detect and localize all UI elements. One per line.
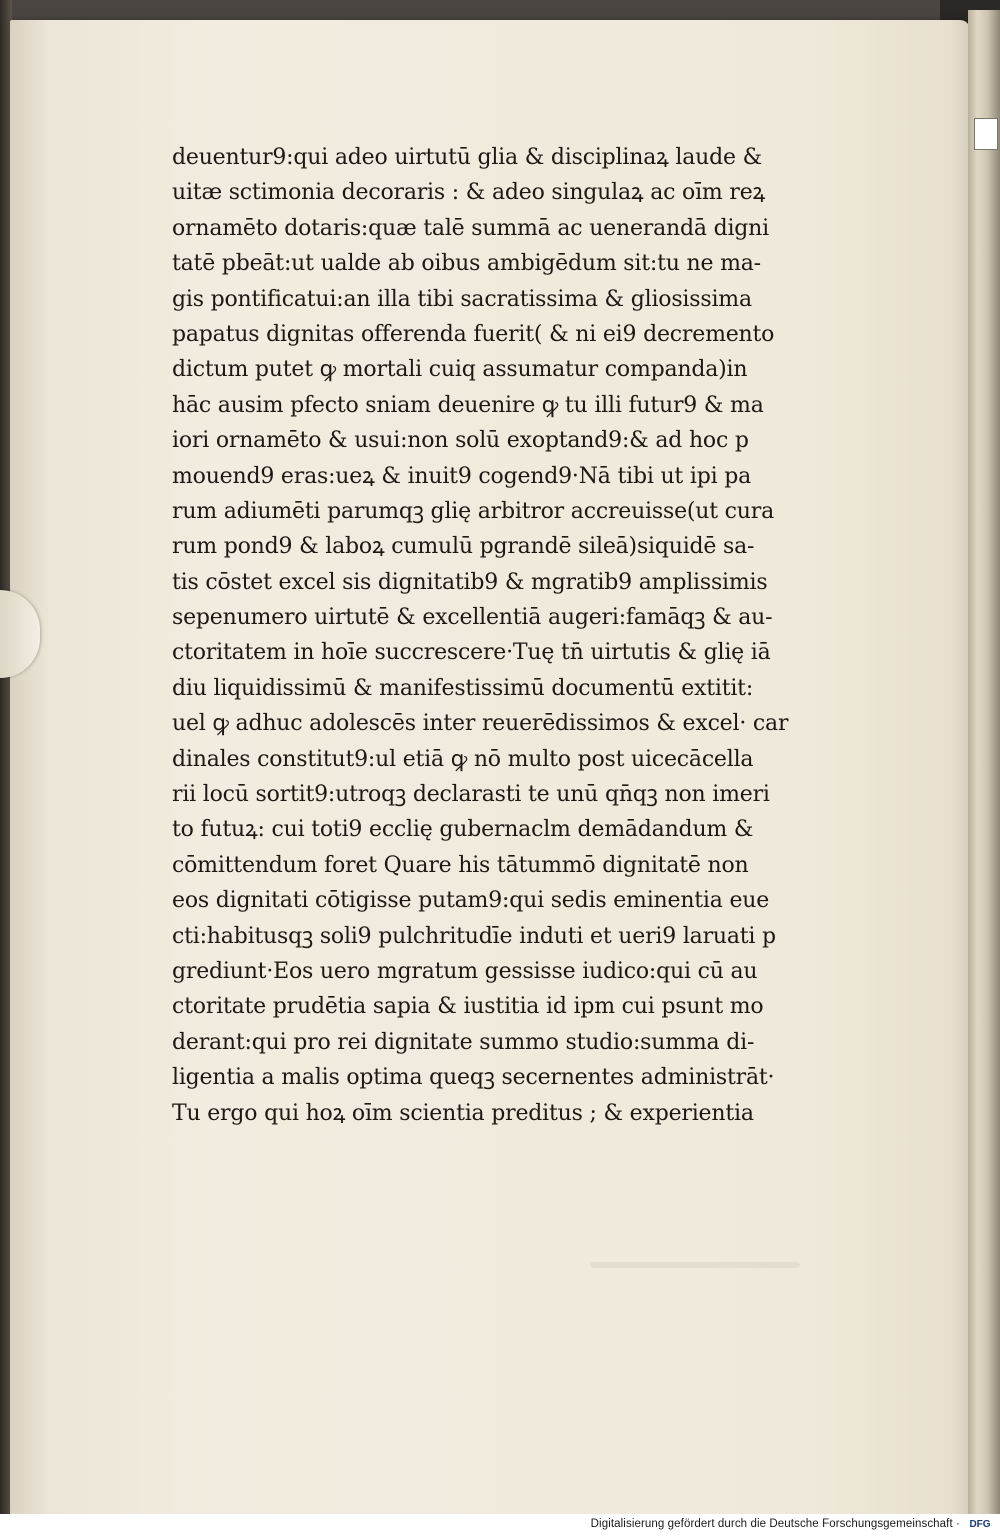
page-clip [974, 118, 998, 150]
text-line: dictum putet ꝙ mortali cuiq assumatur companda)in [172, 357, 748, 383]
text-line: rum adiumēti parumqꝫ glię arbitror accreuisse(ut cura [172, 498, 775, 524]
text-line: cti:habitusqꝫ soli9 pulchritudīe induti et ueri9 laruati p [172, 923, 776, 949]
text-line: derant:qui pro rei dignitate summo studio:summa di- [172, 1029, 755, 1055]
text-line: Tu ergo qui hoꝝ oīm scientia preditus ; & experientia [172, 1100, 754, 1126]
text-line: tatē pbeāt:ut ualde ab oibus ambigēdum sit:tu ne ma- [172, 251, 761, 277]
text-line: ctoritatem in hoīe succrescere·Tuę tn̄ uirtutis & glię iā [172, 640, 771, 666]
text-line: papatus dignitas offerenda fuerit( & ni ei9 decremento [172, 321, 775, 347]
dfg-logo-icon: DFG [969, 1519, 991, 1530]
text-line: hāc ausim pfecto sniam deuenire ꝙ tu illi futur9 & ma [172, 392, 764, 418]
text-line: ligentia a malis optima queqꝫ secernentes administrāt· [172, 1065, 775, 1091]
text-line: cōmittendum foret Quare his tātummō dignitatē non [172, 852, 749, 878]
text-line: tis cōstet excel sis dignitatib9 & mgratib9 amplissimis [172, 569, 768, 595]
text-line: uel ꝙ adhuc adolescēs inter reuerēdissimos & excel· car [172, 711, 789, 737]
footer-bar [0, 1514, 1000, 1537]
paper-stain [590, 1262, 800, 1268]
text-line: mouend9 eras:ueꝝ & inuit9 cogend9·Nā tibi ut ipi pa [172, 463, 752, 489]
text-line: ornamēto dotaris:quæ talē summā ac uenerandā digni [172, 215, 769, 241]
text-line: eos dignitati cōtigisse putam9:qui sedis eminentia eue [172, 888, 770, 914]
text-line: gis pontificatui:an illa tibi sacratissima & gliosissima [172, 286, 752, 312]
text-line: iori ornamēto & usui:non solū exoptand9:& ad hoc p [172, 428, 749, 454]
text-line: uitæ sctimonia decoraris : & adeo singulaꝝ ac oīm reꝝ [172, 180, 766, 206]
text-line: diu liquidissimū & manifestissimū documentū extitit: [172, 675, 754, 701]
text-line: dinales constitut9:ul etiā ꝙ nō multo post uicecācella [172, 746, 754, 772]
text-line: deuentur9:qui adeo uirtutū glia & disciplinaꝝ laude & [172, 145, 763, 170]
book-edge-right [968, 10, 1000, 1514]
text-line: sepenumero uirtutē & excellentiā augeri:famāqꝫ & au- [172, 605, 773, 631]
funding-credit: Digitalisierung gefördert durch die Deutsche Forschungsgemeinschaft · [590, 1518, 960, 1530]
text-line: rum pond9 & laboꝝ cumulū pgrandē sileā)siquidē sa- [172, 534, 755, 560]
text-line: ctoritate prudētia sapia & iustitia id ipm cui psunt mo [172, 994, 764, 1020]
text-line: rii locū sortit9:utroqꝫ declarasti te unū qn̄qꝫ non imeri [172, 782, 770, 808]
text-line: to futuꝝ: cui toti9 ecclię gubernaclm demādandum & [172, 817, 754, 843]
body-text [172, 140, 872, 1131]
text-line: grediunt·Eos uero mgratum gessisse iudico:qui cū au [172, 958, 758, 984]
